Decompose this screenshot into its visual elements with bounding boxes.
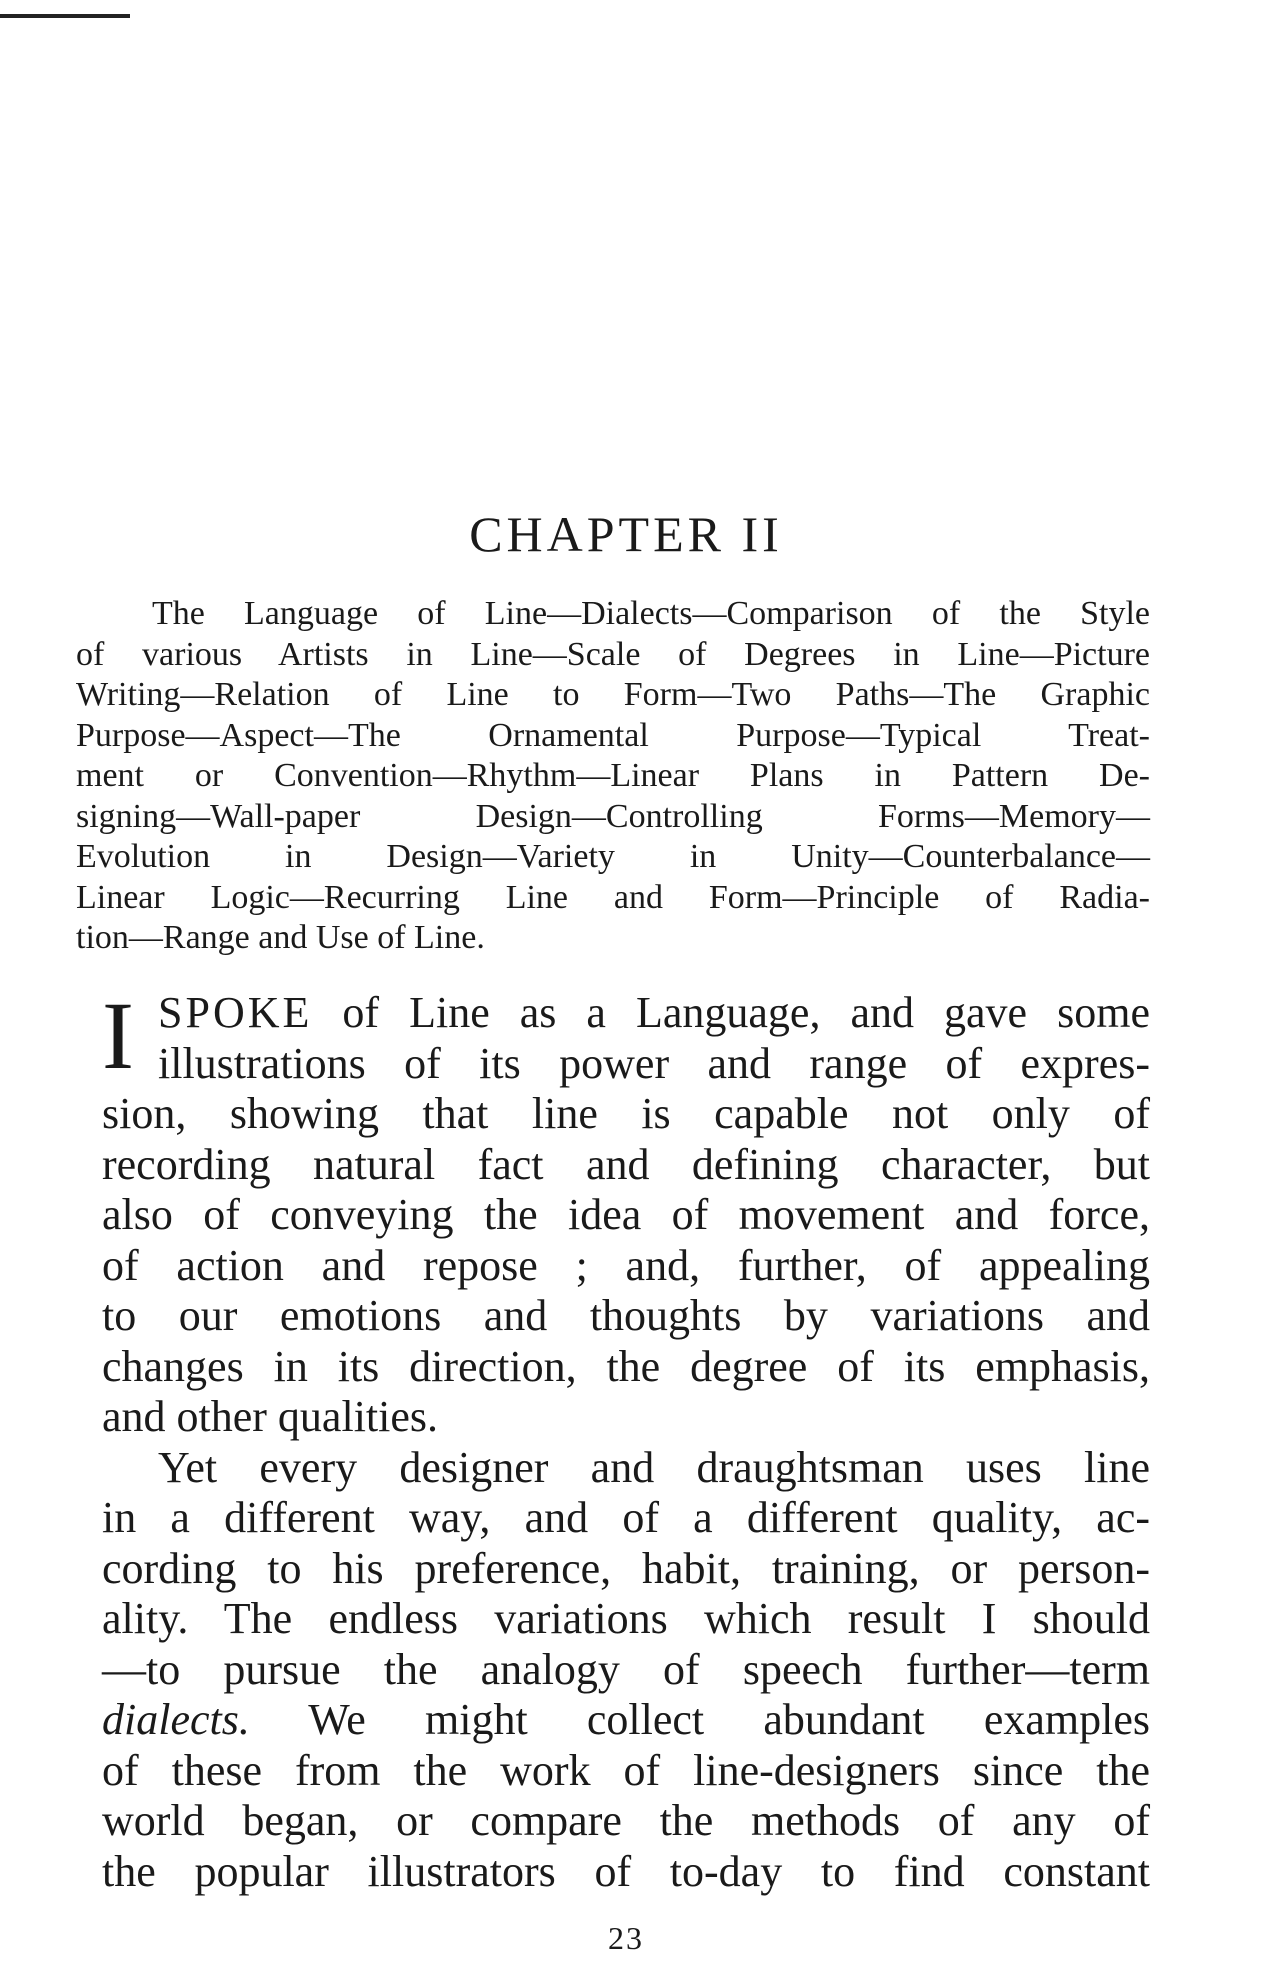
body-line: changes in its direction, the degree of its emphasis,: [102, 1341, 1150, 1391]
body-line: [102, 1695, 1150, 1746]
body-line: —to pursue the analogy of speech further—term: [102, 1644, 1150, 1694]
body-line: to our emotions and thoughts by variations and: [102, 1291, 1150, 1340]
body-line: recording natural fact and defining character, but: [102, 1139, 1150, 1189]
paragraph-2: [102, 1443, 1150, 1898]
chapter-title: CHAPTER II: [469, 506, 783, 562]
summary-line: of various Artists in Line—Scale of Degrees in Line—Picture: [76, 635, 1150, 673]
paragraph-1: [102, 982, 1150, 1443]
summary-line: ment or Convention—Rhythm—Linear Plans in Pattern De-: [76, 757, 1150, 794]
body-line: cording to his preference, habit, training, or person-: [102, 1543, 1150, 1593]
body-line: the popular illustrators of to-day to find constant: [102, 1846, 1150, 1896]
summary-line: Evolution in Design—Variety in Unity—Counterbalance—: [76, 838, 1150, 875]
body-line: of action and repose ; and, further, of appealing: [102, 1240, 1150, 1290]
body-line: and other qualities.: [102, 1392, 439, 1441]
body-text: [102, 982, 1150, 1897]
drop-cap: I: [102, 982, 134, 1089]
body-line: [102, 988, 1150, 1039]
body-line: ality. The endless variations which result I should: [102, 1594, 1150, 1643]
body-line: of these from the work of line-designers since the: [102, 1745, 1150, 1795]
line-text: We might collect abundant examples: [308, 1695, 1150, 1744]
printer-rule-mark: [0, 14, 130, 18]
line-text: of Line as a Language, and gave some: [342, 988, 1150, 1037]
summary-line: tion—Range and Use of Line.: [76, 919, 485, 956]
body-line: world began, or compare the methods of any of: [102, 1796, 1150, 1845]
summary-line: The Language of Line—Dialects—Comparison of the Style: [152, 595, 1150, 632]
lead-word: SPOKE: [158, 988, 313, 1037]
body-line: Yet every designer and draughtsman uses line: [158, 1442, 1150, 1492]
summary-line: Purpose—Aspect—The Ornamental Purpose—Typical Treat-: [76, 716, 1150, 754]
summary-line: signing—Wall-paper Design—Controlling Forms—Memory—: [76, 797, 1150, 835]
chapter-summary: [76, 594, 1150, 959]
page-number: 23: [608, 1920, 644, 1956]
body-line: also of conveying the idea of movement and force,: [102, 1190, 1150, 1239]
body-line: in a different way, and of a different quality, ac-: [102, 1493, 1150, 1542]
italic-term: dialects.: [102, 1695, 250, 1744]
body-line: illustrations of its power and range of expres-: [158, 1038, 1150, 1088]
body-line: sion, showing that line is capable not only of: [102, 1089, 1150, 1138]
summary-line: Writing—Relation of Line to Form—Two Paths—The Graphic: [76, 676, 1150, 713]
summary-line: Linear Logic—Recurring Line and Form—Principle of Radia-: [76, 878, 1150, 916]
